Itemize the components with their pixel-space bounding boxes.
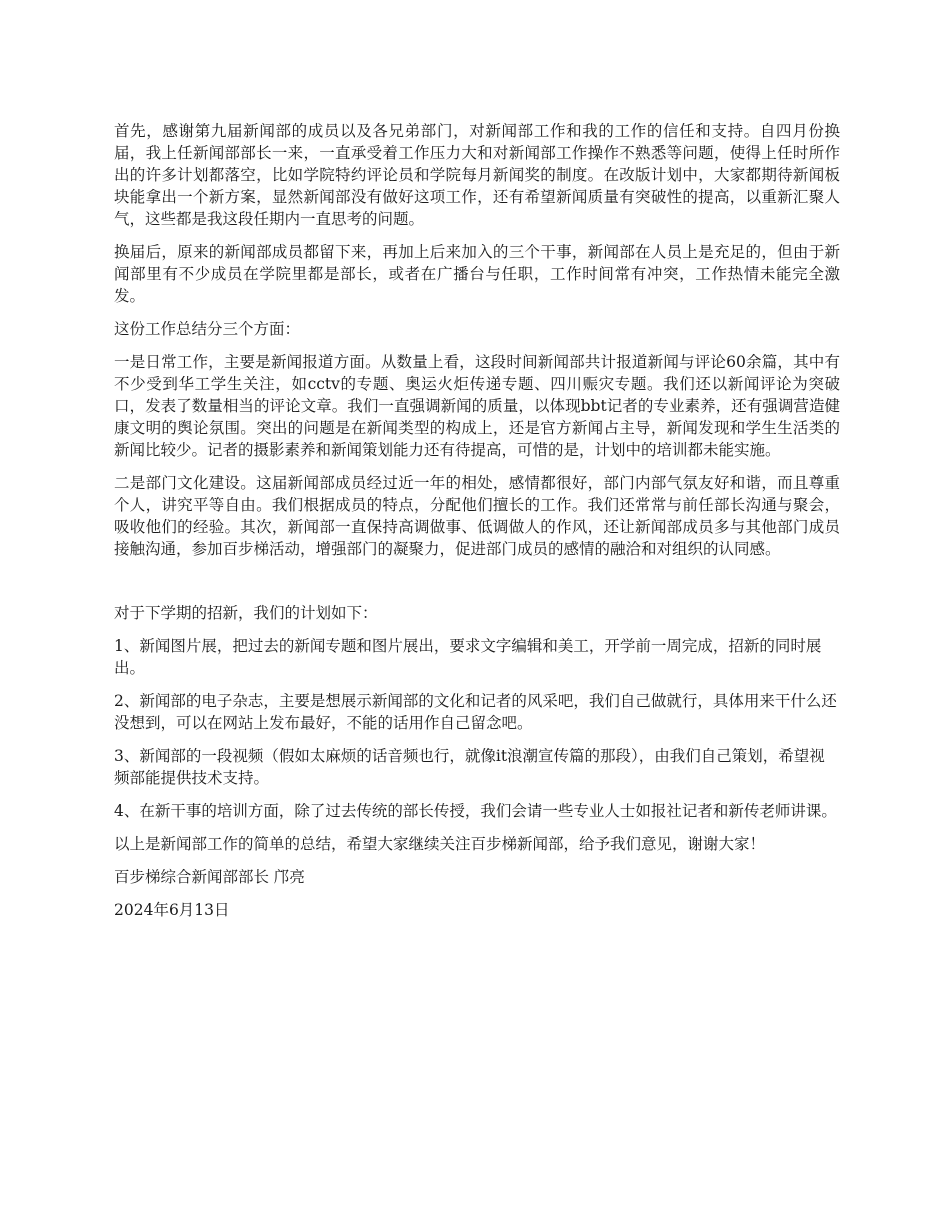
plan-item: 4、在新干事的培训方面，除了过去传统的部长传授，我们会请一些专业人士如报社记者和新传老师讲课。	[114, 802, 837, 820]
plan-heading: 对于下学期的招新，我们的计划如下：	[114, 604, 378, 622]
section-culture-building: 二是部门文化建设。这届新闻部成员经过近一年的相处，感情都很好，部门内部气氛友好和谐，而且尊重个人，讲究平等自由。我们根据成员的特点，分配他们擅长的工作。我们还常常与前任部长沟通与聚会，吸收他们的经验。其次，新闻部一直保持高调做事、低调做人的作风，还让新闻部成员多与其他部门成员接触沟通，参加百步梯活动，增强部门的凝聚力，促进部门成员的感情的融洽和对组织的认同感。	[114, 474, 840, 558]
intro-paragraph-thanks: 首先，感谢第九届新闻部的成员以及各兄弟部门，对新闻部工作和我的工作的信任和支持。自四月份换届，我上任新闻部部长一来，一直承受着工作压力大和对新闻部工作操作不熟悉等问题，使得上任时所作出的许多计划都落空，比如学院特约评论员和学院每月新闻奖的制度。在改版计划中，大家都期待新闻板块能拿出一个新方案，显然新闻部没有做好这项工作，还有希望新闻质量有突破性的提高，以重新汇聚人气，这些都是我这段任期内一直思考的问题。	[114, 122, 840, 228]
document-page	[114, 120, 840, 932]
document-date: 2024年6月13日	[114, 901, 230, 919]
plan-item: 3、新闻部的一段视频（假如太麻烦的话音频也行，就像it浪潮宣传篇的那段），由我们自己策划，希望视频部能提供技术支持。	[114, 747, 825, 787]
signature: 百步梯综合新闻部部长 邝亮	[114, 868, 305, 886]
plan-item: 1、新闻图片展，把过去的新闻专题和图片展出，要求文字编辑和美工，开学前一周完成，招新的同时展出。	[114, 637, 822, 677]
section-gap	[114, 571, 840, 602]
intro-paragraph-members: 换届后，原来的新闻部成员都留下来，再加上后来加入的三个干事，新闻部在人员上是充足的，但由于新闻部里有不少成员在学院里都是部长，或者在广播台与任职，工作时间常有冲突，工作热情未能完全激发。	[114, 243, 840, 305]
summary-outline: 这份工作总结分三个方面：	[114, 320, 301, 338]
closing-summary: 以上是新闻部工作的简单的总结，希望大家继续关注百步梯新闻部，给予我们意见，谢谢大家！	[114, 835, 766, 853]
section-daily-work: 一是日常工作，主要是新闻报道方面。从数量上看，这段时间新闻部共计报道新闻与评论60余篇，其中有不少受到华工学生关注，如cctv的专题、奥运火炬传递专题、四川赈灾专题。我们还以新闻评论为突破口，发表了数量相当的评论文章。我们一直强调新闻的质量，以体现bbt记者的专业素养，还有强调营造健康文明的舆论氛围。突出的问题是在新闻类型的构成上，还是官方新闻占主导，新闻发现和学生生活类的新闻比较少。记者的摄影素养和新闻策划能力还有待提高，可惜的是，计划中的培训都未能实施。	[114, 353, 840, 459]
plan-item: 2、新闻部的电子杂志，主要是想展示新闻部的文化和记者的风采吧，我们自己做就行，具体用来干什么还没想到，可以在网站上发布最好，不能的话用作自己留念吧。	[114, 692, 837, 732]
